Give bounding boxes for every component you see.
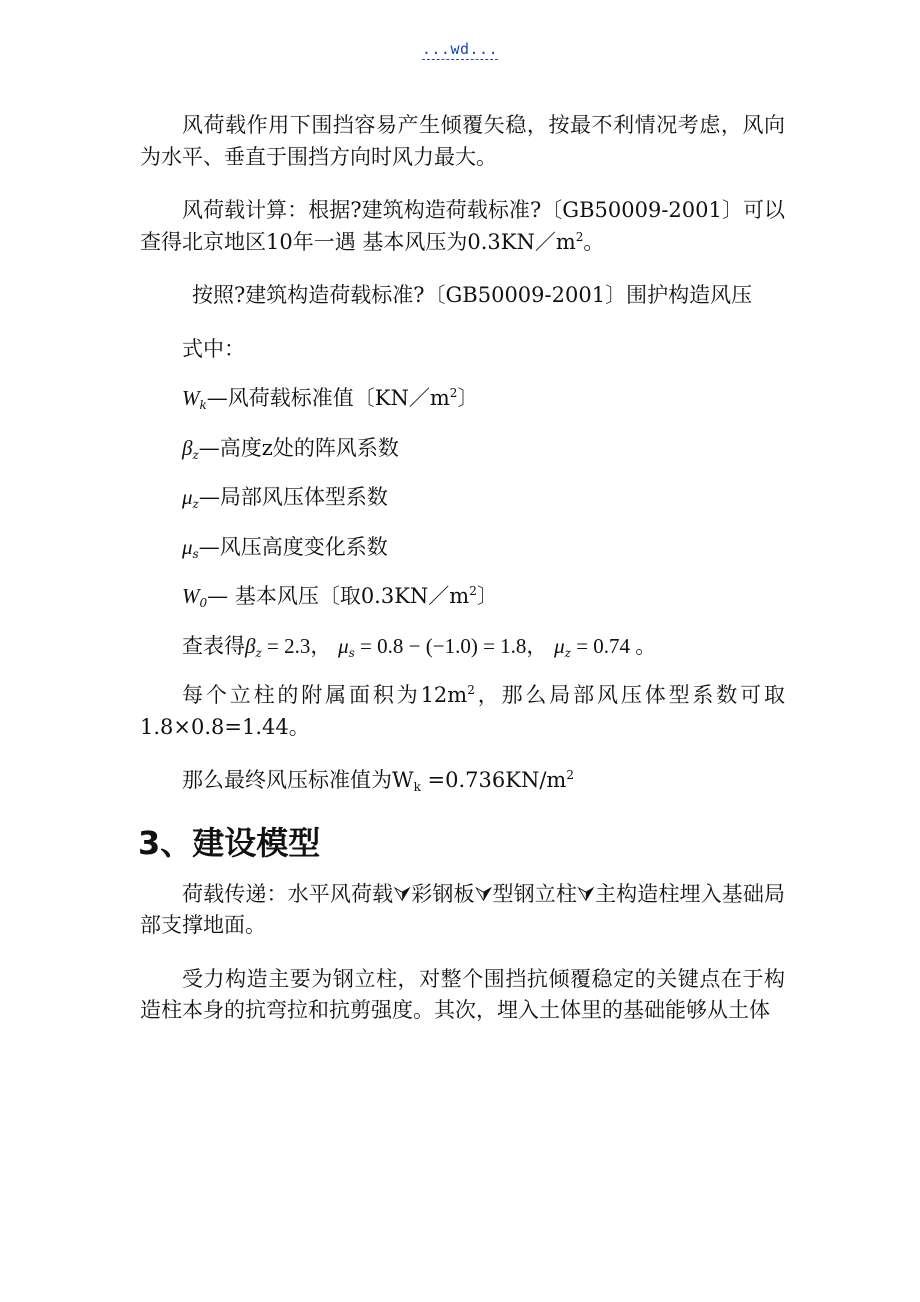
w0-subscript: 0 — [199, 596, 208, 610]
ms-symbol: μ — [182, 534, 193, 559]
lookup-bz-symbol: β — [245, 633, 256, 658]
lookup-mz-symbol: μ — [554, 633, 565, 658]
bz-symbol: β — [182, 435, 193, 460]
lookup-ms-value: = 0.8 − (−1.0) = 1.8， — [354, 633, 548, 658]
lookup-bz-value: = 2.3， — [261, 633, 332, 658]
definition-ms — [182, 532, 785, 564]
ms-text: —风压高度变化系数 — [198, 534, 388, 559]
paragraph-formula-intro: 式中： — [182, 336, 245, 361]
w0-end: 〕 — [476, 584, 498, 608]
area-text: 每个立柱的附属面积为12m — [182, 683, 468, 707]
definition-bz — [182, 433, 785, 465]
wk-subscript: k — [199, 398, 207, 412]
wk-end: 〕 — [457, 386, 479, 410]
document-body — [140, 110, 785, 1049]
w0-text: — 基本风压〔取0.3KN／m — [207, 584, 470, 608]
lookup-mz-subscript: z — [564, 645, 571, 660]
page-header — [0, 40, 920, 58]
definition-mz — [182, 482, 785, 514]
paragraph-load-path: 荷载传递：水平风荷载⮛彩钢板⮛型钢立柱⮛主构造柱埋入基础局部支撑地面。 — [140, 881, 785, 937]
bz-subscript: z — [192, 447, 199, 462]
bz-text: —高度z处的阵风系数 — [198, 435, 399, 460]
area-sup: 2 — [467, 683, 475, 697]
definition-wk — [182, 383, 785, 415]
paragraph-wind-overturn: 风荷载作用下围挡容易产生倾覆矢稳，按最不利情况考虑，风向为水平、垂直于围挡方向时风力最大。 — [140, 113, 785, 169]
final-rest: =0.736KN/m — [420, 768, 567, 792]
section-3-heading: 3、建设模型 — [138, 823, 321, 862]
mz-subscript: z — [192, 497, 199, 511]
definition-w0 — [182, 581, 785, 613]
lookup-values — [182, 631, 785, 663]
ms-subscript: s — [192, 546, 199, 561]
wk-symbol: W — [182, 386, 200, 410]
mz-symbol: μ — [182, 485, 193, 509]
wk-sup: 2 — [449, 386, 458, 400]
paragraph-area — [140, 680, 785, 743]
wind-calc-end: 。 — [583, 229, 605, 254]
lookup-mz-value: = 0.74 。 — [570, 633, 657, 658]
wk-text: —风荷载标准值〔KN／m — [206, 386, 450, 410]
lookup-bz-subscript: z — [255, 645, 262, 660]
area-rest: ，那么局部风压体型系数可取1.8×0.8=1.44。 — [140, 683, 786, 739]
wind-calc-text: 风荷载计算：根据?建筑构造荷载标准?〔GB50009-2001〕可以查得北京地区10年一遇 基本风压为0.3KN／m — [140, 198, 785, 254]
final-subscript: k — [413, 780, 421, 794]
wind-calc-sup: 2 — [575, 229, 584, 244]
paragraph-wind-calc — [140, 195, 785, 258]
paragraph-final-pressure — [140, 765, 785, 797]
header-text: ...wd... — [421, 40, 499, 58]
lookup-ms-symbol: μ — [338, 633, 349, 658]
w0-sup: 2 — [469, 584, 477, 598]
paragraph-standard: 按照?建筑构造荷载标准?〔GB50009-2001〕围护构造风压 — [192, 283, 753, 307]
lookup-prefix: 查表得 — [182, 633, 245, 658]
w0-symbol: W — [182, 584, 200, 608]
paragraph-stress-structure: 受力构造主要为钢立柱，对整个围挡抗倾覆稳定的关键点在于构造柱本身的抗弯拉和抗剪强度。其次，埋入土体里的基础能够从土体 — [140, 966, 785, 1022]
lookup-ms-subscript: s — [348, 645, 355, 660]
final-text: 那么最终风压标准值为W — [182, 768, 414, 792]
mz-text: —局部风压体型系数 — [198, 485, 388, 509]
final-sup: 2 — [566, 768, 574, 782]
